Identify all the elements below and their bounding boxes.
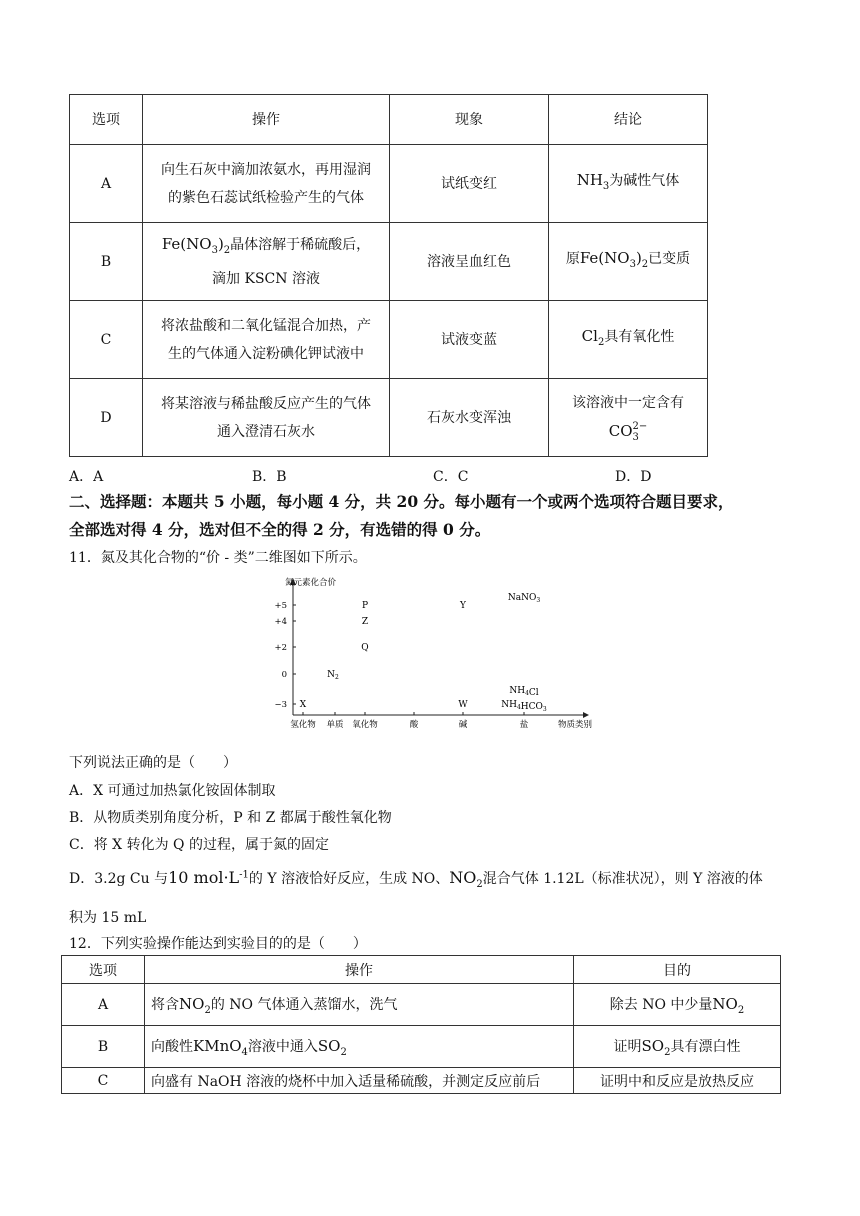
y-tick-label: +4 [274, 617, 287, 627]
question-11-option-b[interactable]: B．从物质类别角度分析，P 和 Z 都属于酸性氧化物 [69, 810, 392, 826]
table-row [62, 1068, 781, 1094]
question-11-option-c[interactable]: C．将 X 转化为 Q 的过程，属于氮的固定 [69, 837, 329, 853]
x-tick-label: 酸 [409, 720, 419, 730]
table-row [62, 1026, 781, 1068]
operation-cell: 将某溶液与稀盐酸反应产生的气体 通入澄清石灰水 [143, 379, 390, 457]
answer-option-b[interactable]: B．B [252, 469, 287, 485]
table-row [62, 984, 781, 1026]
header-cell: 操作 [145, 956, 574, 984]
header-cell: 现象 [390, 95, 549, 145]
question-11-option-d-cont: 积为 15 mL [69, 910, 147, 926]
section-heading-line2: 全部选对得 4 分，选对但不全的得 2 分，有选错的得 0 分。 [69, 520, 491, 539]
valence-class-chart [265, 573, 595, 738]
x-tick-label: 盐 [519, 720, 529, 730]
operation-cell: 向盛有 NaOH 溶液的烧杯中加入适量稀硫酸，并测定反应前后 [145, 1068, 574, 1094]
y-tick-label: −3 [274, 700, 287, 710]
answer-option-c[interactable]: C．C [433, 469, 469, 485]
option-cell: B [62, 1026, 145, 1068]
data-point-p: P [361, 601, 369, 611]
conclusion-cell: 该溶液中一定含有 CO2− 3 [549, 379, 708, 457]
conclusion-cell: 原$Fe(NO_3)_2$已变质 [549, 223, 708, 301]
experiment-table-1 [69, 94, 708, 457]
operation-cell: 向生石灰中滴加浓氨水，再用湿润 的紫色石蕊试纸检验产生的气体 [143, 145, 390, 223]
question-12-stem: 12．下列实验操作能达到实验目的的是（ ） [69, 936, 367, 952]
aim-cell: 证明中和反应是放热反应 [574, 1068, 781, 1094]
y-tick-label: +5 [274, 601, 287, 611]
data-point-n2: $N_2$ [327, 670, 339, 681]
y-tick-label: +2 [274, 643, 287, 653]
header-cell: 选项 [70, 95, 143, 145]
table-row [70, 301, 708, 379]
data-point-nano3: NaNO$_3$ [507, 593, 541, 604]
data-point-nh4cl: $NH_4Cl$ [509, 686, 539, 698]
conclusion-cell: $NH_3$为碱性气体 [549, 145, 708, 223]
y-tick-label: 0 [281, 670, 287, 680]
table-header-row [70, 95, 708, 145]
operation-cell: 向酸性KMnO$_4$溶液中通入$SO_2$ [145, 1026, 574, 1068]
operation-cell: $Fe(NO_3)_2$晶体溶解于稀硫酸后， 滴加 KSCN 溶液 [143, 223, 390, 301]
conclusion-cell: $Cl_2$具有氧化性 [549, 301, 708, 379]
data-point-z: Z [361, 617, 369, 627]
question-11-ask: 下列说法正确的是（ ） [69, 755, 237, 771]
data-point-q: Q [361, 643, 369, 653]
option-cell: B [70, 223, 143, 301]
x-tick-label: 氢化物 [290, 720, 316, 730]
header-cell: 选项 [62, 956, 145, 984]
x-axis-arrow [583, 712, 589, 718]
table-row [70, 379, 708, 457]
y-axis-label: 氮元素化合价 [285, 578, 337, 588]
aim-cell: 证明$SO_2$具有漂白性 [574, 1026, 781, 1068]
question-11-stem: 11．氮及其化合物的“价 - 类”二维图如下所示。 [69, 550, 367, 566]
x-tick-label: 单质 [326, 720, 344, 730]
table-row [70, 145, 708, 223]
option-cell: C [70, 301, 143, 379]
option-cell: D [70, 379, 143, 457]
answer-option-d[interactable]: D．D [615, 469, 652, 485]
operation-cell: 将浓盐酸和二氧化锰混合加热，产 生的气体通入淀粉碘化钾试液中 [143, 301, 390, 379]
question-11-option-d[interactable]: D．3.2g Cu 与10 $mol\cdot L^{-1}$的 Y 溶液恰好反应，生成 NO、$NO_2$混合气体 1.12L（标准状况），则 Y 溶液的体 [69, 868, 763, 890]
section-heading-line1: 二、选择题：本题共 5 小题，每小题 4 分，共 20 分。每小题有一个或两个选项符合题目要求， [69, 492, 734, 511]
question-11-option-a[interactable]: A．X 可通过加热氯化铵固体制取 [69, 783, 276, 799]
header-cell: 操作 [143, 95, 390, 145]
x-axis-label: 物质类别 [557, 720, 593, 730]
x-tick-label: 氧化物 [352, 720, 378, 730]
operation-cell: 将含$NO_2$的 NO 气体通入蒸馏水，洗气 [145, 984, 574, 1026]
header-cell: 目的 [574, 956, 781, 984]
aim-cell: 除去 NO 中少量$NO_2$ [574, 984, 781, 1026]
data-point-x: X [299, 700, 307, 710]
x-tick-label: 碱 [458, 720, 468, 730]
data-point-nh4hco3: $NH_4HCO_3$ [501, 700, 547, 713]
phenomenon-cell: 试纸变红 [390, 145, 549, 223]
phenomenon-cell: 溶液呈血红色 [390, 223, 549, 301]
answer-option-a[interactable]: A．A [69, 469, 104, 485]
option-cell: A [70, 145, 143, 223]
phenomenon-cell: 石灰水变浑浊 [390, 379, 549, 457]
experiment-table-2 [61, 955, 781, 1094]
table-header-row [62, 956, 781, 984]
option-cell: C [62, 1068, 145, 1094]
data-point-w: W [458, 700, 468, 710]
header-cell: 结论 [549, 95, 708, 145]
phenomenon-cell: 试液变蓝 [390, 301, 549, 379]
table-row [70, 223, 708, 301]
data-point-y: Y [460, 601, 466, 611]
option-cell: A [62, 984, 145, 1026]
